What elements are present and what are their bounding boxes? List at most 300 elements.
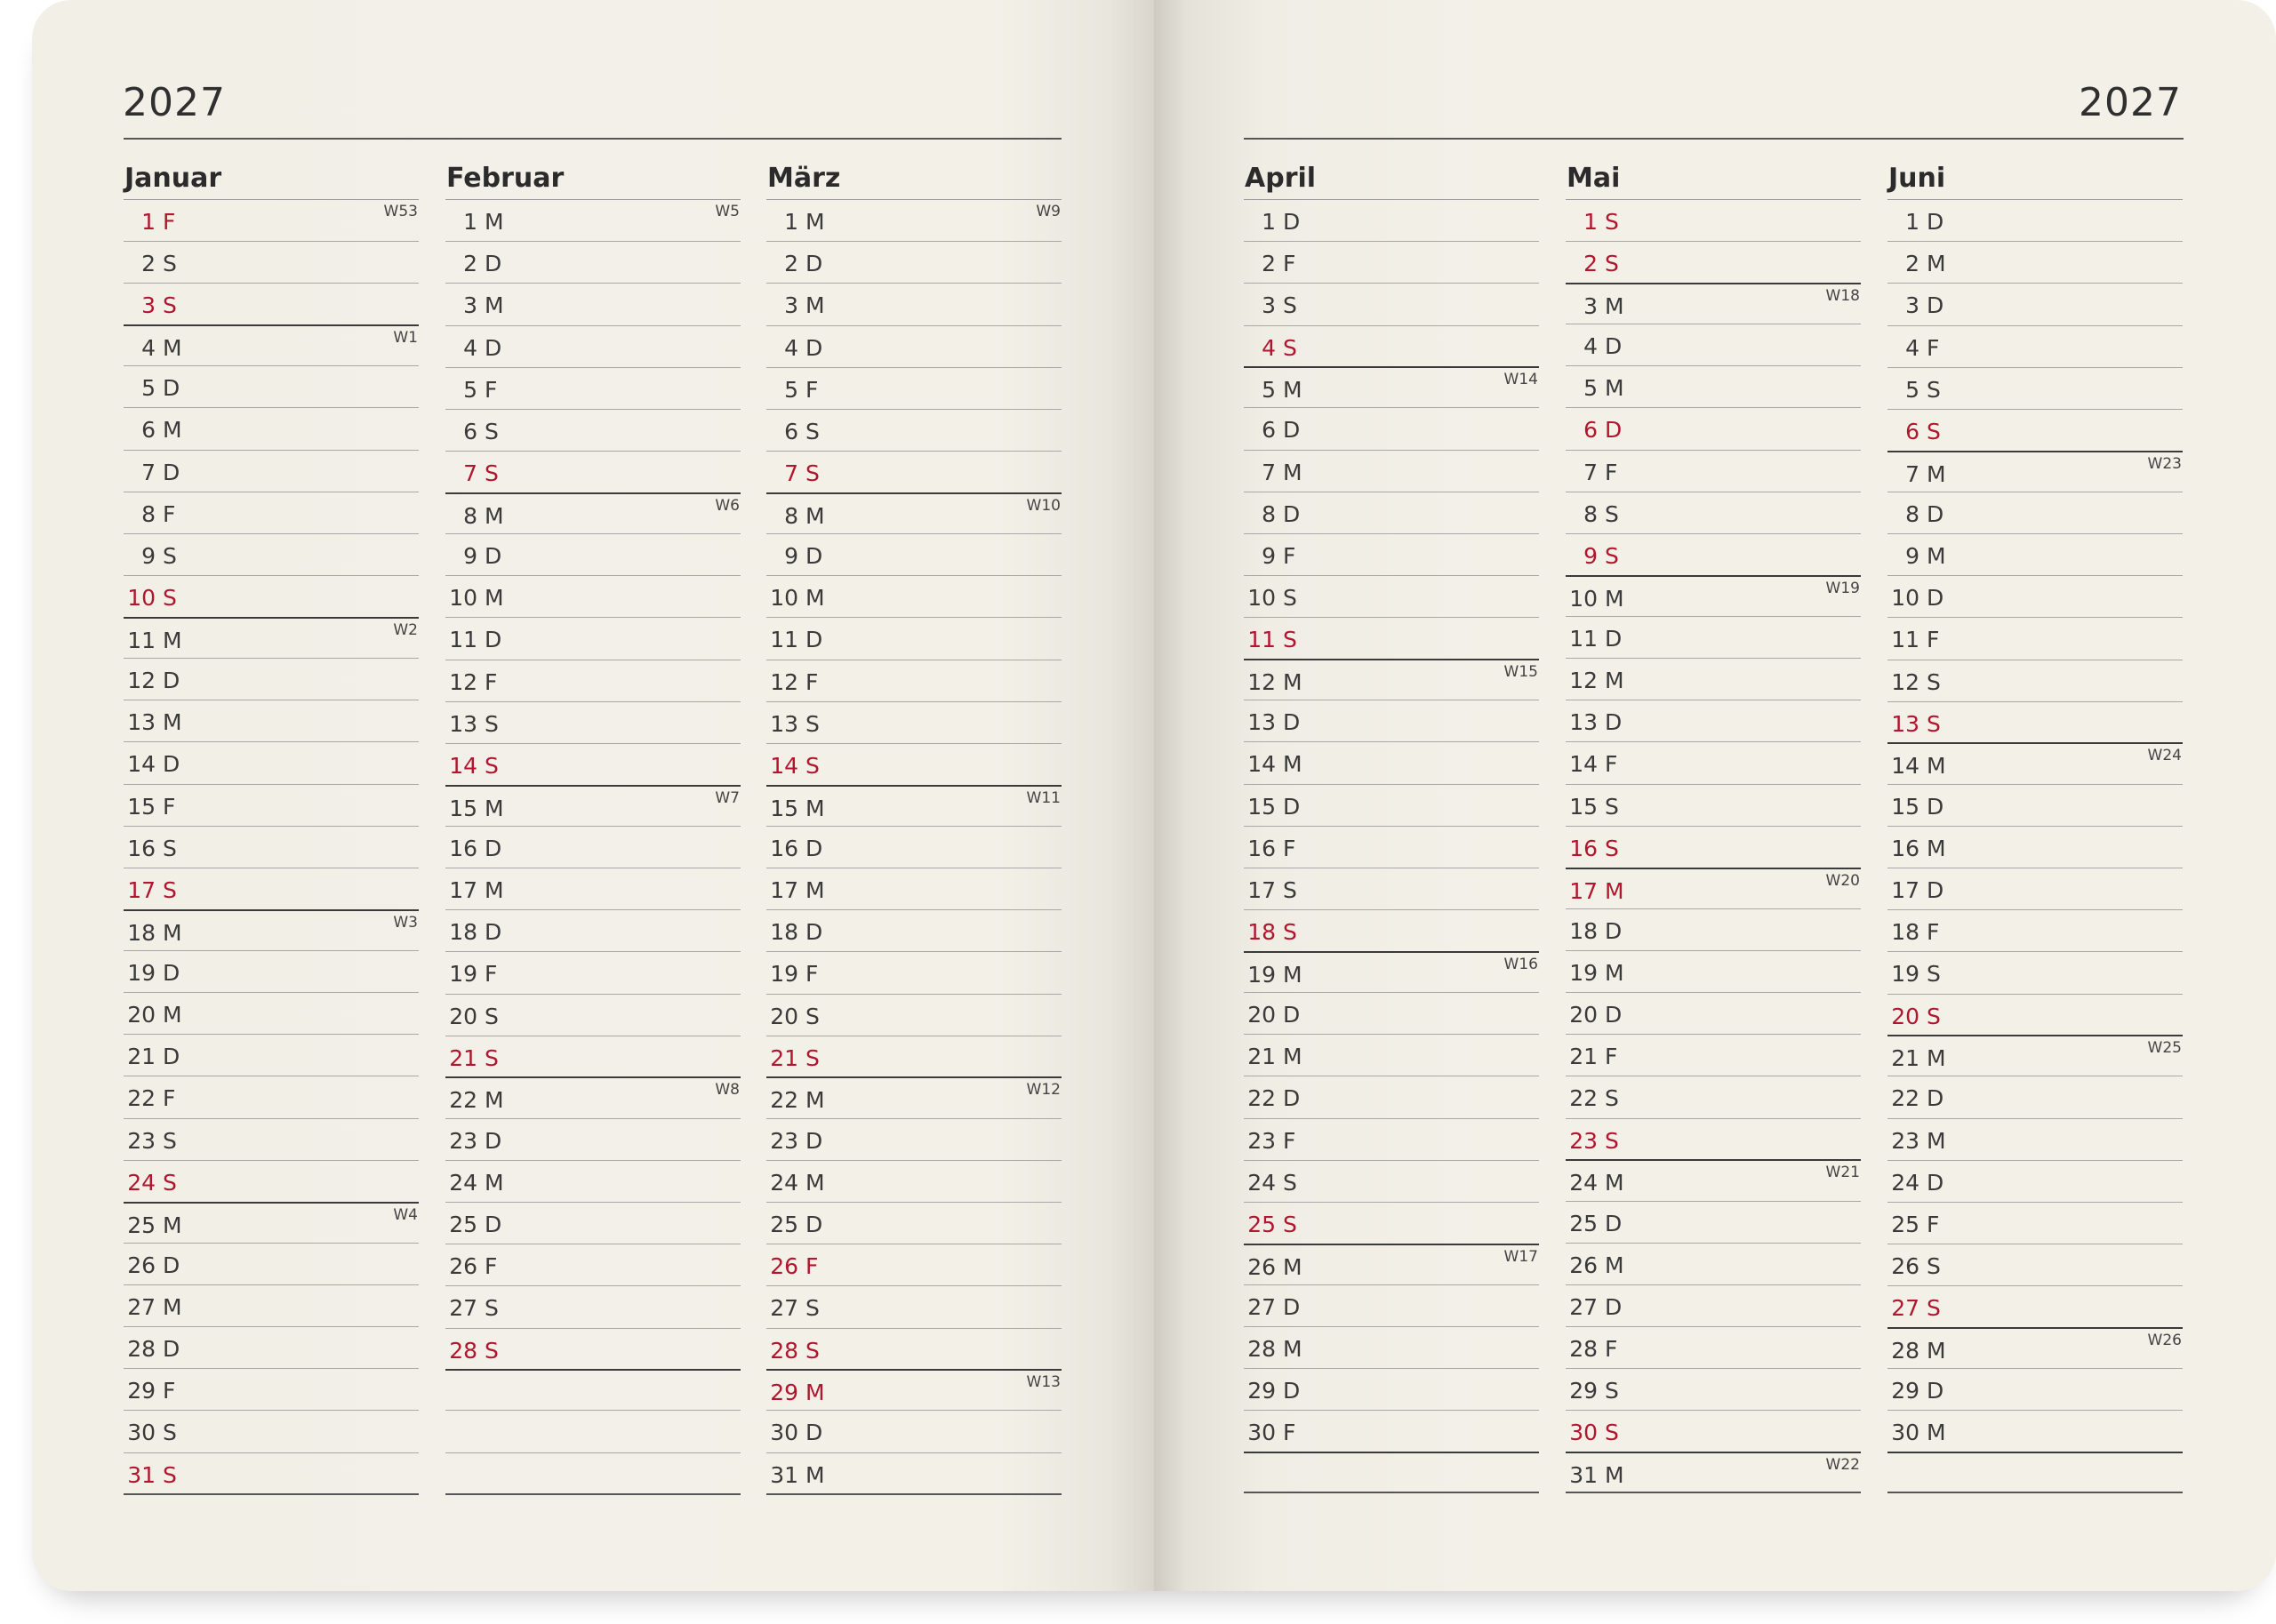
day-number: 22 (1247, 1085, 1276, 1112)
week-number: W10 (1026, 496, 1061, 515)
weekday-letter: D (163, 375, 180, 402)
day-number: 14 (770, 752, 798, 779)
weekday-letter: D (1605, 417, 1623, 444)
week-number: W16 (1503, 955, 1538, 973)
week-number: W2 (393, 620, 418, 639)
weekday-letter: F (1605, 1044, 1618, 1070)
day-row (1887, 368, 2183, 410)
day-number: 2 (784, 251, 798, 277)
weekday-letter: M (1283, 751, 1302, 778)
day-number: 16 (449, 835, 477, 861)
day-row (445, 1036, 741, 1078)
day-number: 23 (1247, 1127, 1276, 1154)
day-number: 12 (127, 668, 156, 694)
day-number: 11 (127, 627, 156, 653)
week-number: W24 (2147, 747, 2182, 765)
day-row (1244, 868, 1539, 910)
weekday-letter: D (1605, 709, 1623, 736)
day-row (1244, 1369, 1539, 1411)
day-row (445, 702, 741, 744)
weekday-letter: M (485, 877, 504, 903)
weekday-letter: F (163, 1085, 176, 1112)
day-row (124, 1076, 419, 1118)
empty-row (445, 1411, 741, 1452)
day-number: 18 (1247, 919, 1276, 946)
weekday-letter: S (1605, 543, 1619, 569)
day-number: 30 (1569, 1420, 1598, 1446)
day-row (1566, 742, 1861, 784)
day-row (766, 702, 1062, 744)
day-row (1887, 534, 2183, 576)
day-number: 26 (1247, 1253, 1276, 1280)
day-row (124, 1244, 419, 1285)
day-number: 19 (449, 961, 477, 988)
day-row (445, 576, 741, 618)
weekday-letter: M (1283, 961, 1302, 988)
weekday-letter: D (163, 959, 180, 986)
weekday-letter: D (1927, 877, 1944, 903)
day-row (445, 910, 741, 952)
week-number: W22 (1825, 1456, 1860, 1475)
day-row (445, 995, 741, 1036)
day-number: 7 (1583, 459, 1598, 485)
day-row (124, 785, 419, 827)
day-row (124, 617, 419, 659)
day-number: 14 (1247, 751, 1276, 778)
day-row (124, 576, 419, 618)
week-number: W17 (1503, 1247, 1538, 1266)
weekday-letter: S (485, 1003, 499, 1029)
weekday-letter: D (1605, 1210, 1623, 1236)
day-row (124, 700, 419, 742)
day-number: 10 (1891, 585, 1919, 612)
day-row (1887, 1119, 2183, 1161)
day-row (766, 200, 1062, 242)
weekday-letter: D (1283, 1378, 1301, 1404)
weekday-letter: F (805, 668, 819, 695)
day-number: 25 (1891, 1212, 1919, 1237)
day-number: 2 (463, 251, 477, 277)
day-row (445, 200, 741, 242)
day-number: 29 (127, 1378, 156, 1404)
month-name: Mai (1566, 160, 1861, 200)
weekday-letter: S (1927, 418, 1941, 444)
weekday-letter: M (485, 1087, 504, 1114)
weekday-letter: F (485, 1253, 498, 1280)
day-row (445, 1244, 741, 1286)
weekday-letter: M (163, 709, 182, 736)
day-row (1244, 785, 1539, 827)
weekday-letter: S (1605, 835, 1619, 861)
day-number: 16 (770, 835, 798, 861)
weekday-letter: F (163, 209, 176, 235)
day-number: 1 (1262, 209, 1276, 235)
weekday-letter: F (1605, 751, 1618, 778)
weekday-letter: S (1605, 1378, 1619, 1404)
day-number: 22 (449, 1087, 477, 1114)
day-row (124, 284, 419, 325)
weekday-letter: M (1927, 753, 1946, 780)
day-number: 24 (127, 1169, 156, 1196)
day-row (1244, 742, 1539, 784)
weekday-letter: F (1927, 627, 1940, 653)
day-row (1244, 951, 1539, 993)
weekday-letter: M (805, 795, 825, 821)
day-row (124, 993, 419, 1035)
day-row (445, 1329, 741, 1371)
day-row (445, 242, 741, 284)
weekday-letter: S (1927, 961, 1941, 988)
day-row (124, 1369, 419, 1411)
weekday-letter: M (163, 1212, 182, 1238)
day-row (1244, 200, 1539, 242)
day-number: 24 (770, 1169, 798, 1196)
day-row (766, 868, 1062, 910)
day-number: 4 (1905, 334, 1919, 361)
day-row (1887, 200, 2183, 242)
weekday-letter: F (1283, 543, 1296, 569)
weekday-letter: F (1927, 1212, 1940, 1237)
weekday-letter: D (1605, 1002, 1623, 1028)
day-row (1887, 242, 2183, 284)
day-row (766, 1036, 1062, 1078)
weekday-letter: D (485, 627, 502, 653)
weekday-letter: M (1283, 669, 1302, 696)
weekday-letter: D (1605, 1293, 1623, 1320)
day-row (1566, 785, 1861, 827)
day-row (1887, 952, 2183, 994)
weekday-letter: D (485, 919, 502, 946)
weekday-letter: S (163, 251, 177, 277)
day-number: 26 (449, 1253, 477, 1280)
day-list (124, 200, 419, 1495)
day-number: 7 (1262, 459, 1276, 485)
day-number: 3 (1262, 292, 1276, 319)
day-number: 3 (784, 292, 798, 319)
day-row (445, 1286, 741, 1328)
day-row (124, 366, 419, 408)
day-row (124, 742, 419, 784)
day-number: 4 (141, 335, 156, 362)
day-row (445, 410, 741, 452)
day-row (124, 1119, 419, 1161)
day-number: 24 (1247, 1169, 1276, 1196)
day-row (1887, 702, 2183, 744)
day-number: 14 (449, 752, 477, 779)
weekday-letter: D (163, 1252, 180, 1278)
weekday-letter: D (1283, 417, 1301, 444)
weekday-letter: M (1927, 1338, 1946, 1364)
day-row (1887, 1327, 2183, 1369)
day-number: 21 (1247, 1044, 1276, 1070)
day-number: 18 (770, 919, 798, 946)
day-number: 16 (1569, 835, 1598, 861)
day-row (1566, 1244, 1861, 1285)
day-number: 7 (784, 460, 798, 487)
day-number: 11 (1569, 625, 1598, 652)
day-row (766, 1329, 1062, 1371)
day-row (1566, 283, 1861, 324)
day-row (124, 1035, 419, 1076)
day-row (1244, 1076, 1539, 1118)
day-row (1244, 576, 1539, 618)
week-number: W26 (2147, 1332, 2182, 1350)
day-row (445, 1203, 741, 1244)
weekday-letter: D (1283, 1293, 1301, 1320)
day-row (1244, 534, 1539, 576)
day-row (766, 1076, 1062, 1118)
weekday-letter: S (805, 418, 820, 444)
day-row (1566, 1202, 1861, 1244)
weekday-letter: M (805, 209, 825, 235)
year-heading-left: 2027 (123, 80, 226, 125)
day-number: 21 (449, 1044, 477, 1071)
day-row (445, 785, 741, 827)
weekday-letter: S (1605, 500, 1619, 527)
weekday-letter: F (163, 1378, 176, 1404)
day-number: 13 (1569, 709, 1598, 736)
weekday-letter: D (1283, 793, 1301, 820)
weekday-letter: M (163, 1293, 182, 1320)
day-number: 30 (1891, 1420, 1919, 1446)
day-number: 15 (1247, 793, 1276, 820)
day-row (1244, 700, 1539, 742)
day-row (1244, 1161, 1539, 1203)
day-number: 29 (1891, 1378, 1919, 1404)
weekday-letter: S (1605, 251, 1619, 277)
day-number: 17 (449, 877, 477, 903)
day-number: 26 (127, 1252, 156, 1278)
day-number: 25 (1569, 1210, 1598, 1236)
weekday-letter: S (163, 835, 177, 861)
day-row (766, 1203, 1062, 1244)
day-row (445, 1076, 741, 1118)
weekday-letter: F (1927, 334, 1940, 361)
day-number: 24 (1891, 1169, 1919, 1196)
week-number: W18 (1825, 286, 1860, 305)
day-number: 11 (1891, 627, 1919, 653)
day-number: 11 (449, 627, 477, 653)
month-column-februar (445, 160, 741, 1495)
day-row (1244, 827, 1539, 868)
weekday-letter: M (805, 1461, 825, 1488)
day-number: 25 (770, 1212, 798, 1237)
weekday-letter: S (1283, 1169, 1297, 1196)
weekday-letter: D (1605, 333, 1623, 360)
month-name: Juni (1887, 160, 2183, 200)
weekday-letter: D (163, 1336, 180, 1363)
right-page (1154, 0, 2276, 1591)
weekday-letter: S (1283, 334, 1297, 361)
weekday-letter: S (1927, 668, 1941, 695)
day-row (1566, 1285, 1861, 1327)
empty-row (445, 1369, 741, 1411)
weekday-letter: S (485, 460, 499, 487)
day-row (124, 659, 419, 700)
weekday-letter: S (805, 1003, 820, 1029)
day-number: 10 (770, 585, 798, 612)
weekday-letter: S (485, 1044, 499, 1071)
day-list (445, 200, 741, 1495)
day-row (766, 827, 1062, 868)
weekday-letter: D (805, 627, 823, 653)
day-row (1244, 1035, 1539, 1076)
day-number: 2 (1583, 251, 1598, 277)
day-row (445, 827, 741, 868)
weekday-letter: S (163, 585, 177, 612)
day-number: 2 (141, 251, 156, 277)
day-row (124, 408, 419, 450)
day-row (766, 952, 1062, 994)
weekday-letter: M (485, 795, 504, 821)
day-row (445, 868, 741, 910)
day-row (124, 492, 419, 534)
day-number: 4 (1583, 333, 1598, 360)
day-list (1566, 200, 1861, 1493)
weekday-letter: S (805, 460, 820, 487)
day-row (1566, 1035, 1861, 1076)
day-row (124, 200, 419, 242)
day-number: 28 (1569, 1336, 1598, 1363)
day-number: 19 (1247, 961, 1276, 988)
empty-row (1887, 1452, 2183, 1493)
week-number: W1 (393, 329, 418, 348)
day-row (124, 242, 419, 284)
day-number: 22 (770, 1087, 798, 1114)
day-number: 10 (449, 585, 477, 612)
weekday-letter: S (805, 1295, 820, 1322)
day-row (1244, 1327, 1539, 1369)
day-number: 18 (1569, 917, 1598, 944)
day-number: 20 (127, 1002, 156, 1028)
day-number: 22 (127, 1085, 156, 1112)
day-number: 28 (770, 1337, 798, 1364)
weekday-letter: D (805, 334, 823, 361)
weekday-letter: S (1927, 376, 1941, 403)
day-number: 6 (463, 418, 477, 444)
weekday-letter: S (1283, 877, 1297, 903)
day-row (1566, 700, 1861, 742)
weekday-letter: S (1605, 1127, 1619, 1154)
day-row (1244, 993, 1539, 1035)
week-number: W23 (2147, 454, 2182, 473)
weekday-letter: D (1927, 585, 1944, 612)
weekday-letter: M (163, 417, 182, 444)
day-number: 23 (1891, 1127, 1919, 1154)
day-number: 8 (1583, 500, 1598, 527)
week-number: W8 (715, 1081, 740, 1100)
day-row (1244, 1285, 1539, 1327)
weekday-letter: D (1927, 793, 1944, 820)
day-number: 24 (449, 1169, 477, 1196)
day-row (1887, 451, 2183, 492)
day-number: 18 (1891, 919, 1919, 946)
day-number: 20 (1247, 1002, 1276, 1028)
weekday-letter: F (1283, 835, 1296, 861)
day-row (445, 744, 741, 786)
weekday-letter: S (805, 1044, 820, 1071)
weekday-letter: M (1927, 1420, 1946, 1446)
day-row (1887, 618, 2183, 660)
day-row (1566, 993, 1861, 1035)
day-row (1566, 1119, 1861, 1161)
day-number: 1 (784, 209, 798, 235)
day-row (1566, 1452, 1861, 1493)
day-number: 21 (127, 1044, 156, 1070)
day-number: 10 (127, 585, 156, 612)
weekday-letter: M (485, 585, 504, 612)
weekday-letter: M (805, 292, 825, 319)
day-row (1887, 1244, 2183, 1286)
header-rule (124, 138, 1062, 140)
day-row (124, 451, 419, 492)
day-number: 15 (1891, 793, 1919, 820)
day-row (766, 242, 1062, 284)
weekday-letter: M (1605, 585, 1624, 612)
weekday-letter: D (1927, 500, 1944, 527)
day-number: 13 (770, 710, 798, 737)
day-row (1244, 1244, 1539, 1285)
day-row (124, 1202, 419, 1244)
day-row (1887, 284, 2183, 325)
day-row (1244, 366, 1539, 408)
weekday-letter: M (1283, 1253, 1302, 1280)
day-number: 9 (1583, 543, 1598, 569)
weekday-letter: S (805, 1337, 820, 1364)
week-number: W4 (393, 1205, 418, 1224)
weekday-letter: D (805, 251, 823, 277)
day-row (766, 1161, 1062, 1203)
week-number: W20 (1825, 871, 1860, 890)
week-number: W53 (383, 203, 418, 220)
day-row (766, 1244, 1062, 1286)
day-number: 9 (463, 543, 477, 569)
day-row (1566, 617, 1861, 659)
day-row (124, 534, 419, 576)
day-number: 3 (1905, 292, 1919, 319)
weekday-letter: S (485, 418, 499, 444)
day-number: 15 (449, 795, 477, 821)
weekday-letter: D (163, 1044, 180, 1070)
day-row (1566, 451, 1861, 492)
day-list (766, 200, 1062, 1495)
day-number: 3 (463, 292, 477, 319)
day-number: 21 (1891, 1045, 1919, 1072)
day-number: 14 (1569, 751, 1598, 778)
day-row (1566, 200, 1861, 242)
day-row (1566, 827, 1861, 868)
weekday-letter: S (163, 1420, 177, 1446)
day-number: 6 (1262, 417, 1276, 444)
day-row (445, 1161, 741, 1203)
day-row (766, 492, 1062, 534)
week-number: W9 (1036, 203, 1061, 220)
day-row (1244, 1203, 1539, 1244)
day-row (445, 952, 741, 994)
day-row (1566, 492, 1861, 534)
weekday-letter: F (805, 376, 819, 403)
day-number: 6 (784, 418, 798, 444)
weekday-letter: F (1927, 919, 1940, 946)
weekday-letter: S (1927, 710, 1941, 737)
day-row (766, 1286, 1062, 1328)
day-row (445, 326, 741, 368)
month-name: Februar (445, 160, 741, 200)
day-row (1566, 1076, 1861, 1118)
weekday-letter: S (163, 1169, 177, 1196)
day-row (124, 1453, 419, 1495)
day-number: 23 (449, 1127, 477, 1154)
